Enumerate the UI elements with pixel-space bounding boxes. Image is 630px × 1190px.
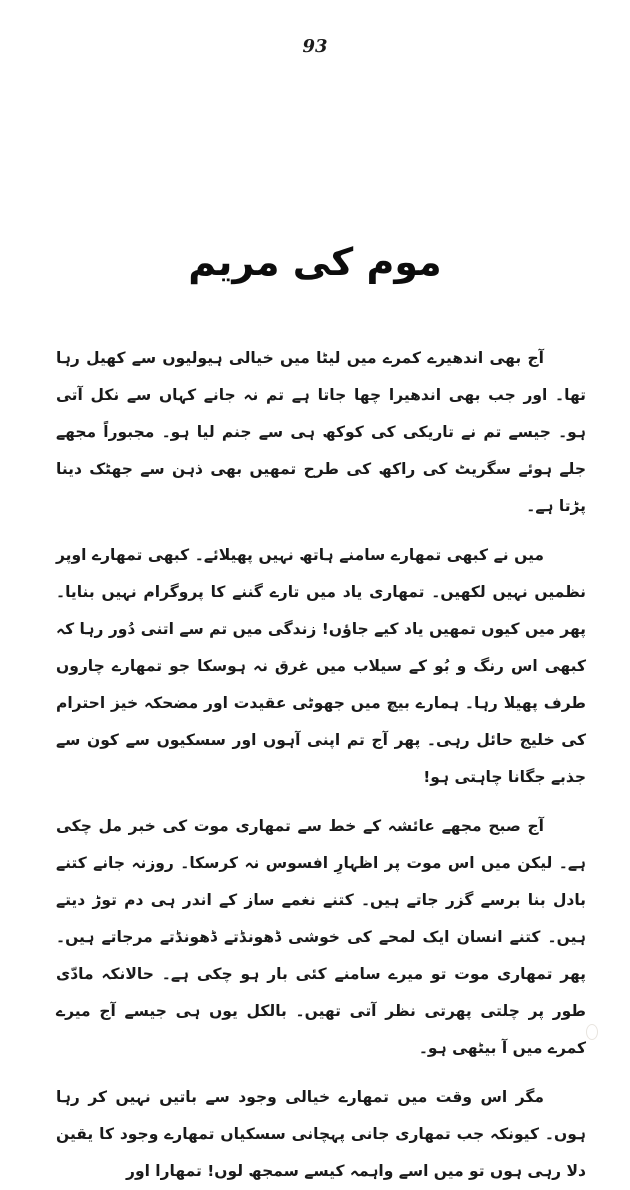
paragraph-2: میں نے کبھی تمھارے سامنے ہاتھ نہیں پھیلائے۔ کبھی تمھارے اوپر نظمیں نہیں لکھیں۔ تمھاری یاد میں تارے گننے کا پروگرام نہیں بنایا۔ پھر میں کیوں تمھیں یاد کیے جاؤں! زندگی میں تم سے اتنی دُور رہا کہ کبھی اس رنگ و بُو کے سیلاب میں غرق نہ ہوسکا جو تمھارے چاروں طرف پھیلا رہا۔ ہمارے بیچ میں جھوٹی عقیدت اور مضحکہ خیز احترام کی خلیج حائل رہی۔ پھر آج تم اپنی آہوں اور سسکیوں سے کون سے جذبے جگانا چاہتی ہو! [56, 546, 586, 786]
chapter-title: موم کی مریم [188, 240, 442, 284]
body-text [56, 340, 586, 1190]
paragraph-1: آج بھی اندھیرے کمرے میں لیٹا میں خیالی ہیولیوں سے کھیل رہا تھا۔ اور جب بھی اندھیرا چھا جاتا ہے تم نہ جانے کہاں سے نکل آتی ہو۔ جیسے تم نے تاریکی کی کوکھ ہی سے جنم لیا ہو۔ مجبوراً مجھے جلے ہوئے سگریٹ کی راکھ کی طرح تمھیں بھی ذہن سے جھٹک دینا پڑتا ہے۔ [56, 349, 586, 515]
paragraph-4: مگر اس وقت میں تمھارے خیالی وجود سے باتیں نہیں کر رہا ہوں۔ کیونکہ جب تمھاری جانی پہچانی سسکیاں تمھارے وجود کا یقین دلا رہی ہوں تو میں اسے واہمہ کیسے سمجھ لوں! تمھارا اور [56, 1088, 586, 1180]
paragraph-3: آج صبح مجھے عائشہ کے خط سے تمھاری موت کی خبر مل چکی ہے۔ لیکن میں اس موت پر اظہارِ افسوس نہ کرسکا۔ روزنہ جانے کتنے بادل بنا برسے گزر جاتے ہیں۔ کتنے نغمے ساز کے اندر ہی دم توڑ دیتے ہیں۔ کتنے انسان ایک لمحے کی خوشی ڈھونڈتے ڈھونڈتے مرجاتے ہیں۔ پھر تمھاری موت تو میرے سامنے کئی بار ہو چکی ہے۔ حالانکہ مادّی طور پر چلتی پھرتی نظر آتی تھیں۔ بالکل یوں ہی جیسے آج میرے کمرے میں آ بیٹھی ہو۔ [56, 817, 586, 1057]
paper-stain [586, 1024, 598, 1040]
page-number: 93 [302, 36, 328, 57]
